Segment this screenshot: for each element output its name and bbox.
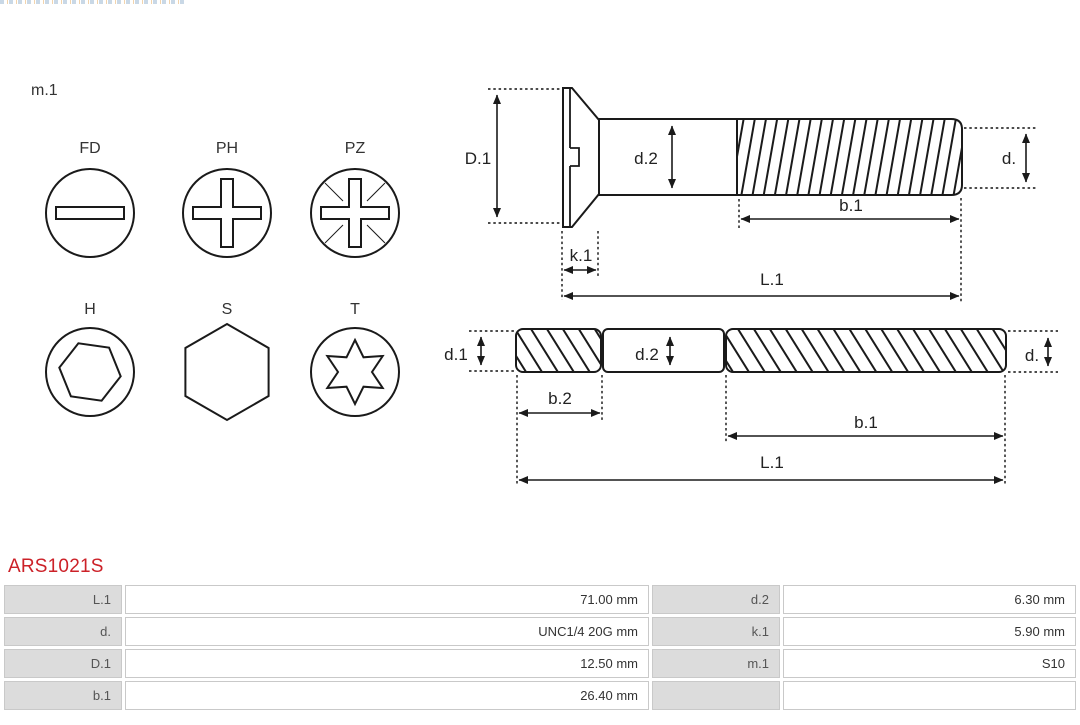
- stud-diagram: [444, 329, 1058, 486]
- table-value-cell: 6.30 mm: [783, 585, 1076, 614]
- ph-head-icon: [183, 169, 271, 257]
- dim-label-d1-bottom: d.1: [444, 345, 468, 364]
- table-value-cell: 71.00 mm: [125, 585, 649, 614]
- dim-label-d-top: d.: [1001, 149, 1017, 168]
- hex-external-head-icon: [185, 324, 268, 420]
- table-value-cell: [783, 681, 1076, 710]
- table-label-cell: [652, 681, 780, 710]
- table-label-cell: k.1: [652, 617, 780, 646]
- dim-label-b1-bottom: b.1: [854, 413, 878, 432]
- dim-label-d2-bottom: d.2: [635, 345, 659, 364]
- pz-head-icon: [311, 169, 399, 257]
- dim-label-L1-bottom: L.1: [760, 453, 784, 472]
- spec-section: [0, 556, 1080, 710]
- dim-label-L1-top: L.1: [760, 270, 784, 289]
- table-value-cell: 5.90 mm: [783, 617, 1076, 646]
- m1-label: m.1: [31, 82, 58, 99]
- pz-label: PZ: [344, 140, 366, 157]
- countersunk-screw-diagram: [465, 88, 1036, 302]
- table-label-cell: L.1: [4, 585, 122, 614]
- dim-label-D1: D.1: [464, 149, 492, 168]
- dim-label-b2: b.2: [548, 389, 572, 408]
- table-label-cell: b.1: [4, 681, 122, 710]
- hex-socket-head-icon: [46, 328, 134, 416]
- table-value-cell: 12.50 mm: [125, 649, 649, 678]
- fd-head-icon: [46, 169, 134, 257]
- fd-label: FD: [79, 140, 101, 157]
- table-label-cell: d.2: [652, 585, 780, 614]
- dim-label-k1: k.1: [569, 246, 593, 265]
- dim-label-b1-top: b.1: [839, 196, 863, 215]
- h-label: H: [84, 301, 96, 318]
- dim-label-d2-top: d.2: [634, 149, 658, 168]
- table-label-cell: m.1: [652, 649, 780, 678]
- table-value-cell: S10: [783, 649, 1076, 678]
- part-code: ARS1021S: [8, 556, 104, 577]
- spec-table: [4, 585, 1076, 710]
- table-label-cell: D.1: [4, 649, 122, 678]
- table-value-cell: 26.40 mm: [125, 681, 649, 710]
- table-value-cell: UNC1/4 20G mm: [125, 617, 649, 646]
- t-label: T: [350, 301, 360, 318]
- table-label-cell: d.: [4, 617, 122, 646]
- torx-head-icon: [311, 328, 399, 416]
- ph-label: PH: [215, 140, 239, 157]
- s-label: S: [221, 301, 233, 318]
- dim-label-d-bottom: d.: [1024, 346, 1040, 365]
